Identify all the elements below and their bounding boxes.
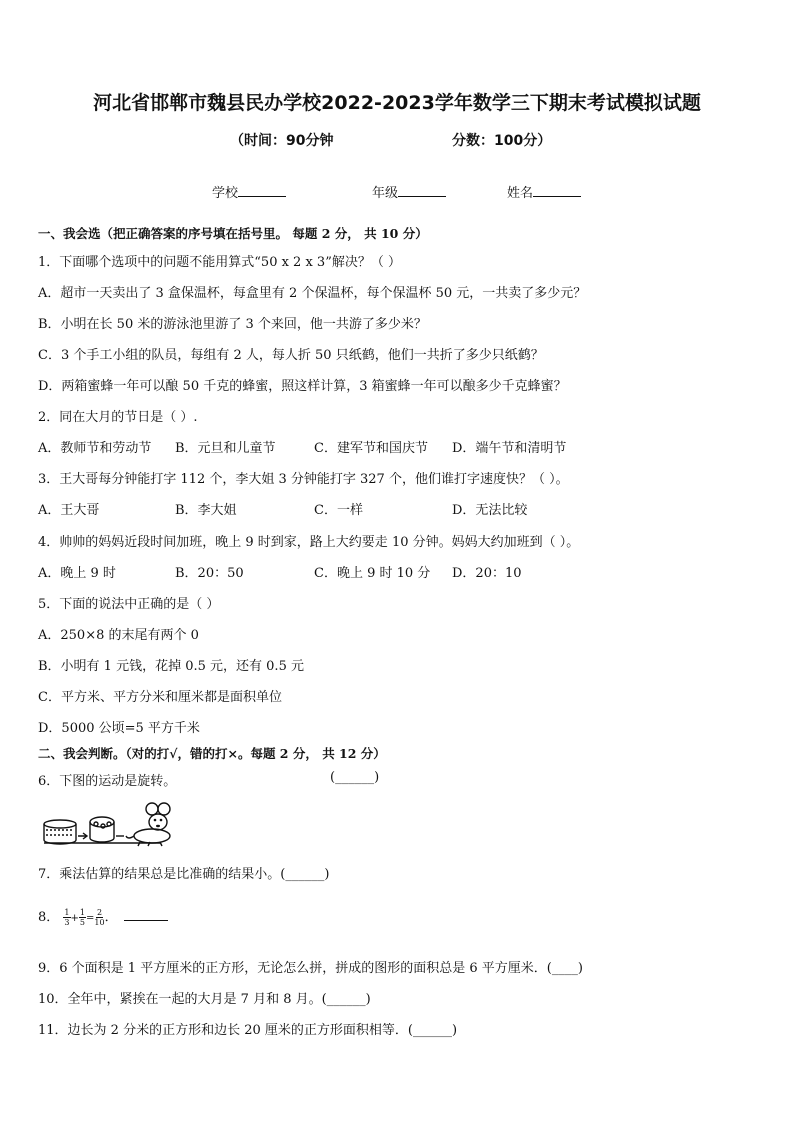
question-3: 3．王大哥每分钟能打字 112 个，李大姐 3 分钟能打字 327 个，他们谁打字速度快？（ ）。 [38, 472, 569, 487]
q4-option-b: B．20：50 [175, 566, 244, 581]
name-field: 姓名 [507, 182, 581, 201]
q2-option-b: B．元旦和儿童节 [175, 441, 276, 456]
question-6: 6．下图的运动是旋转。 [38, 774, 177, 789]
q4-option-a: A．晚上 9 时 [38, 566, 116, 581]
conveyor-belt-illustration [40, 800, 180, 850]
question-3-options [38, 499, 527, 518]
question-8: 8． $\frac{1}{3}$ + $\frac{1}{5}$ = $\frac{2}{10}$ ． [38, 906, 168, 927]
question-10: 10．全年中，紧挨在一起的大月是 7 月和 8 月。(______) [38, 992, 371, 1007]
q2-option-c: C．建军节和国庆节 [314, 441, 428, 456]
question-2: 2．同在大月的节日是（ ）. [38, 410, 198, 425]
question-6-answer-blank: (______) [330, 770, 380, 785]
q3-option-d: D．无法比较 [452, 503, 528, 518]
question-9: 9．6 个面积是 1 平方厘米的正方形，无论怎么拼，拼成的图形的面积总是 6 平方厘米．(____) [38, 961, 583, 976]
q3-option-a: A．王大哥 [38, 503, 100, 518]
question-4-options [38, 562, 522, 581]
question-1-option-c: C．3 个手工小组的队员，每组有 2 人，每人折 50 只纸鹤，他们一共折了多少只纸鹤？ [38, 348, 544, 363]
q4-option-c: C．晚上 9 时 10 分 [314, 566, 431, 581]
question-5-option-c: C．平方米、平方分米和厘米都是面积单位 [38, 690, 282, 705]
q3-option-c: C．一样 [314, 503, 363, 518]
question-1-option-b: B．小明在长 50 米的游泳池里游了 3 个来回，他一共游了多少米？ [38, 317, 427, 332]
question-5-option-a: A．250×8 的末尾有两个 0 [38, 628, 199, 643]
question-1: 1．下面哪个选项中的问题不能用算式“50 x 2 x 3”解决？（ ） [38, 255, 401, 270]
fraction-one-fifth: $\frac{1}{5}$ [79, 908, 85, 927]
grade-field: 年级 [372, 182, 446, 201]
exam-title: 河北省邯郸市魏县民办学校2022-2023学年数学三下期末考试模拟试题 [93, 92, 701, 114]
fraction-one-third: $\frac{1}{3}$ [64, 908, 70, 927]
question-1-option-d: D．两箱蜜蜂一年可以酿 50 千克的蜂蜜，照这样计算，3 箱蜜蜂一年可以酿多少千克蜂蜜？ [38, 379, 567, 394]
question-5-option-b: B．小明有 1 元钱，花掉 0.5 元，还有 0.5 元 [38, 659, 304, 674]
question-7: 7．乘法估算的结果总是比准确的结果小。(______) [38, 867, 330, 882]
question-1-option-a: A．超市一天卖出了 3 盒保温杯，每盒里有 2 个保温杯，每个保温杯 50 元，一共卖了多少元？ [38, 286, 587, 301]
q3-option-b: B．李大姐 [175, 503, 237, 518]
question-5-option-d: D．5000 公顷=5 平方千米 [38, 721, 200, 736]
exam-score: 分数：100分） [452, 133, 552, 149]
q2-option-d: D．端午节和清明节 [452, 441, 567, 456]
question-11: 11．边长为 2 分米的正方形和边长 20 厘米的正方形面积相等．(______) [38, 1023, 458, 1038]
fraction-two-tenths: $\frac{2}{10}$ [94, 908, 105, 927]
school-field: 学校 [212, 182, 286, 201]
question-5: 5．下面的说法中正确的是（ ） [38, 597, 220, 612]
q4-option-d: D．20：10 [452, 566, 522, 581]
section-1-heading: 一、我会选（把正确答案的序号填在括号里。 每题 2 分， 共 10 分） [38, 226, 428, 241]
exam-time: （时间：90分钟 [230, 133, 334, 149]
question-4: 4．帅帅的妈妈近段时间加班，晚上 9 时到家，路上大约要走 10 分钟。妈妈大约加班到（ ）。 [38, 535, 580, 550]
q2-option-a: A．教师节和劳动节 [38, 441, 152, 456]
question-2-options [38, 437, 566, 456]
question-8-answer-blank [124, 910, 168, 921]
section-2-heading: 二、我会判断。（对的打√，错的打×。每题 2 分， 共 12 分） [38, 746, 386, 761]
